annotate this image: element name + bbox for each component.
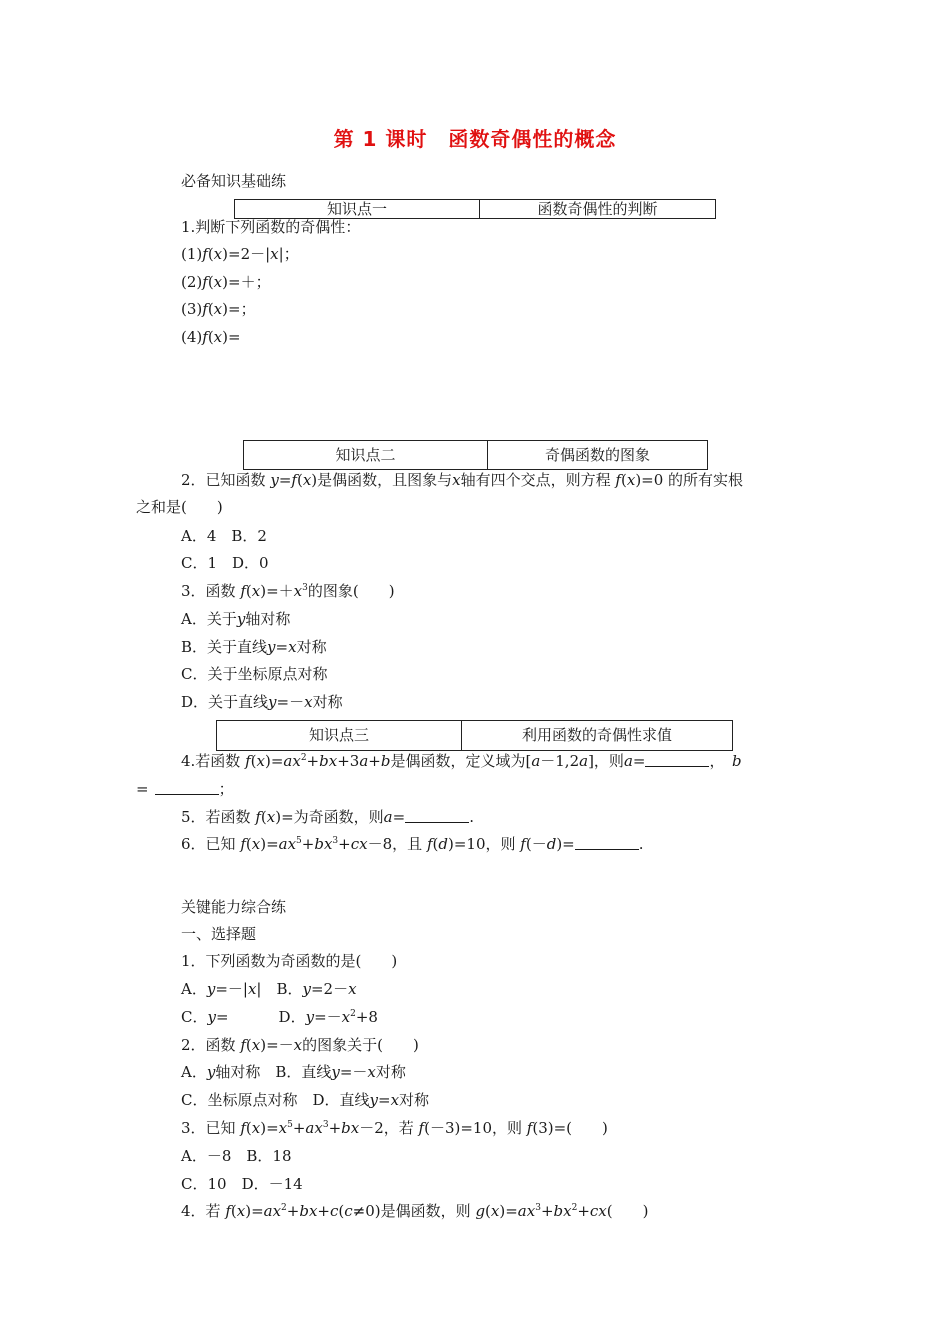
- m1-options-cd: C．y= D．$y=-x^2+8$: [181, 1008, 378, 1026]
- m4-stem: 4．若 $f(x)=ax^2+bx+c(c\ne 0)$是偶函数，则 $g(x)=ax^3+bx^2+cx$( ): [181, 1202, 649, 1220]
- m3-stem: 3．已知 $f(x)=x^5+ax^3+bx-2$，若 f(－3)=10，则 f(3)=( ): [181, 1119, 608, 1137]
- q3-option-c: C．关于坐标原点对称: [181, 665, 328, 683]
- q3-option-d: D．关于直线y=－x对称: [181, 693, 343, 711]
- m1-stem: 1．下列函数为奇函数的是( ): [181, 952, 398, 970]
- knowledge-point-1-table: [234, 199, 716, 219]
- q2-stem: 2．已知函数 y=f(x)是偶函数，且图象与x轴有四个交点，则方程 f(x)=0 的所有实根: [181, 471, 744, 489]
- q1-part2: (2)f(x)=＋；: [181, 273, 271, 291]
- q1-part3: (3)f(x)=；: [181, 300, 256, 318]
- q1-part4: (4)f(x)=: [181, 328, 241, 346]
- knowledge-point-3-table: [216, 720, 733, 751]
- q1-stem: 1.判断下列函数的奇偶性：: [181, 218, 361, 236]
- q3-stem: 3．函数 $f(x)=+x^3$的图象( ): [181, 582, 395, 600]
- q1-part1: (1)f(x)=2－|x|；: [181, 245, 299, 263]
- kp1-topic: 函数奇偶性的判断: [537, 200, 658, 218]
- kp1-label: 知识点一: [235, 200, 480, 218]
- section-heading-ability: 关键能力综合练: [181, 898, 287, 916]
- m3-options-cd: C．10 D．－14: [181, 1175, 303, 1193]
- m2-options-cd: C．坐标原点对称 D．直线y=x对称: [181, 1091, 430, 1109]
- section-heading-basic: 必备知识基础练: [181, 172, 287, 190]
- kp3-topic: 利用函数的奇偶性求值: [521, 726, 672, 744]
- subsection-choice: 一、选择题: [181, 925, 257, 943]
- q3-option-a: A．关于y轴对称: [181, 610, 291, 628]
- page-title: 第 1 课时 函数奇偶性的概念: [333, 127, 617, 151]
- m1-options-ab: A．y=－|x| B．y=2－x: [181, 980, 357, 998]
- q4-stem: 4.若函数 $f(x)=ax^2+bx+3a+b$是偶函数，定义域为[a－1,2a]，则a= ， b: [181, 752, 742, 770]
- kp2-label: 知识点二: [244, 441, 488, 469]
- q6-stem: 6．已知 $f(x)=ax^5+bx^3+cx-8$，且 f(d)=10，则 f(－d)= .: [181, 835, 644, 853]
- m2-stem: 2．函数 f(x)=－x的图象关于( ): [181, 1036, 419, 1054]
- q2-options-ab: A．4 B．2: [181, 527, 267, 545]
- q4-stem-cont: = ；: [136, 780, 234, 798]
- q3-option-b: B．关于直线y=x对称: [181, 638, 327, 656]
- kp2-topic: 奇偶函数的图象: [544, 446, 650, 464]
- q2-stem-cont: 之和是( ): [136, 498, 223, 516]
- kp3-label: 知识点三: [217, 721, 462, 750]
- knowledge-point-2-table: [243, 440, 708, 470]
- q5-stem: 5．若函数 f(x)=为奇函数，则a= .: [181, 808, 474, 826]
- m3-options-ab: A．－8 B．18: [181, 1147, 292, 1165]
- m2-options-ab: A．y轴对称 B．直线y=－x对称: [181, 1063, 406, 1081]
- q2-options-cd: C．1 D．0: [181, 554, 269, 572]
